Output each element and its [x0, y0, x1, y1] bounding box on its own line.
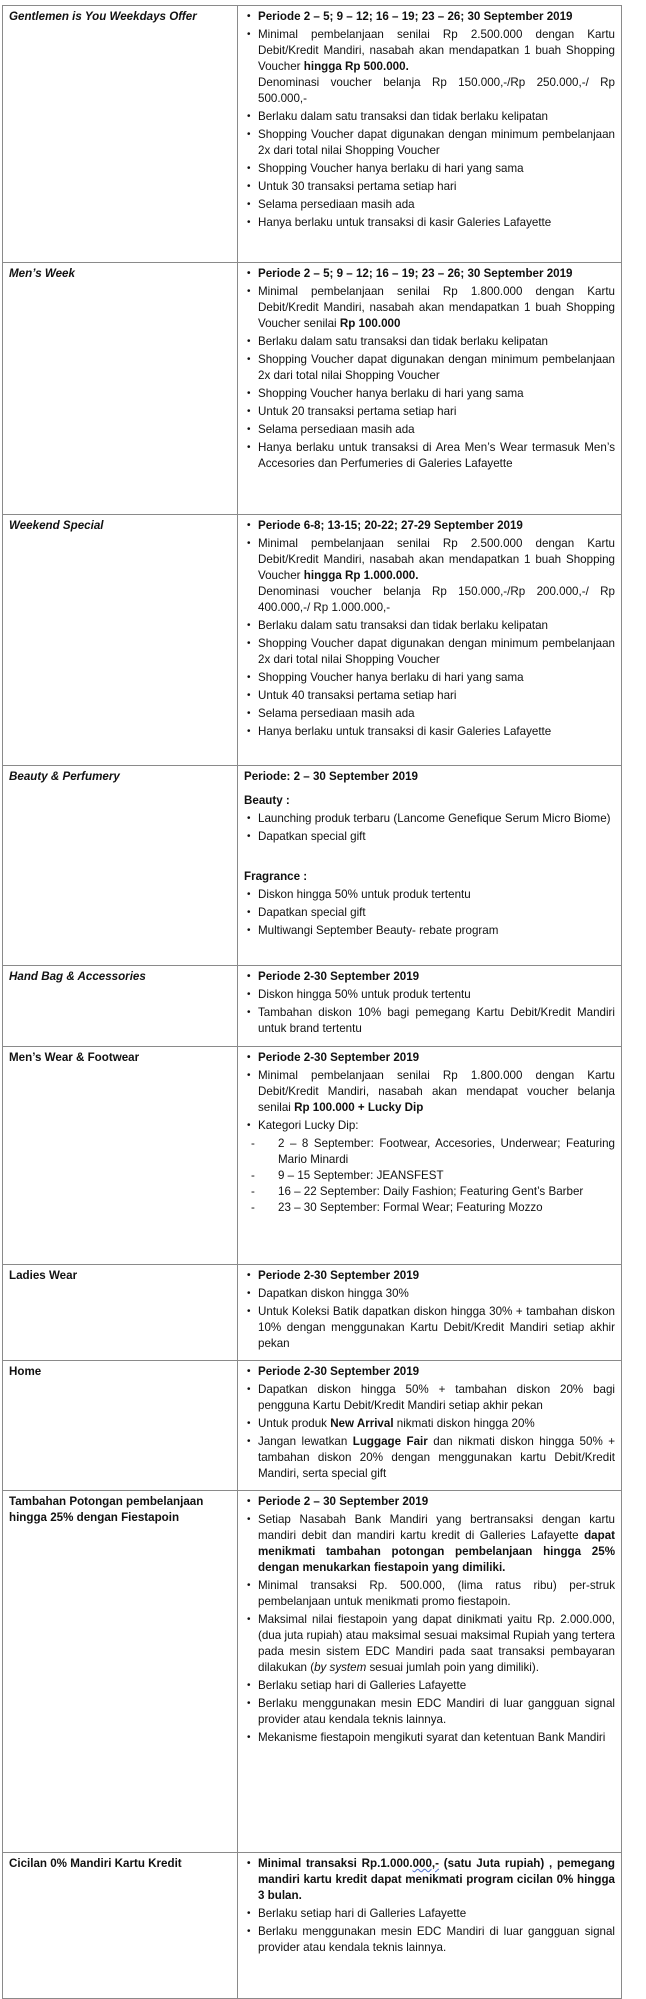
list-item: • Hanya berlaku untuk transaksi di kasir Galeries Lafayette: [258, 215, 615, 231]
list-item: • Minimal transaksi Rp. 500.000, (lima ratus ribu) per-struk pembelanjaan untuk menikmati promo fiestapoin.: [258, 1578, 615, 1610]
list-item: • Minimal pembelanjaan senilai Rp 2.500.000 dengan Kartu Debit/Kredit Mandiri, nasabah akan mendapatkan 1 buah Shopping Voucher hingga Rp 500.000. Denominasi voucher belanja Rp 150.000,-/Rp 250.000,-/ Rp 500.000,-: [258, 27, 615, 107]
promo-name: Ladies Wear: [3, 1265, 238, 1361]
list-item: • Berlaku dalam satu transaksi dan tidak berlaku kelipatan: [258, 334, 615, 350]
period: • Periode 2 – 30 September 2019: [258, 1494, 615, 1510]
table-row: [3, 6, 622, 263]
promo-name: Beauty & Perfumery: [3, 766, 238, 966]
list-item: • Maksimal nilai fiestapoin yang dapat dinikmati yaitu Rp. 2.000.000, (dua juta rupiah) atau maksimal sesuai maksimal Rupiah yang tertera pada mesin sistem EDC Mandiri pada saat transaksi pembayaran dilakukan (by system sesuai jumlah poin yang dimiliki).: [258, 1612, 615, 1676]
table-row: [3, 966, 622, 1047]
period: • Periode 2-30 September 2019: [258, 1364, 615, 1380]
promo-terms: [238, 966, 622, 1047]
list-item: - 23 – 30 September: Formal Wear; Featuring Mozzo: [278, 1200, 615, 1216]
table-row: [3, 263, 622, 515]
list-item: • Setiap Nasabah Bank Mandiri yang bertransaksi dengan kartu mandiri debit dan mandiri kartu kredit di Galleries Lafayette dapat menikmati tambahan potongan pembelanjaan hingga 25% dengan menukarkan fiestapoin yang dimiliki.: [258, 1512, 615, 1576]
list-item: - 16 – 22 September: Daily Fashion; Featuring Gent’s Barber: [278, 1184, 615, 1200]
period: • Periode 2-30 September 2019: [258, 969, 615, 985]
promo-terms: [238, 515, 622, 766]
beauty-heading: Beauty :: [244, 794, 290, 807]
spellcheck-underline: 000,-: [412, 1857, 440, 1870]
list-item: • Berlaku dalam satu transaksi dan tidak berlaku kelipatan: [258, 109, 615, 125]
promo-terms: [238, 1361, 622, 1491]
list-item: • Untuk 40 transaksi pertama setiap hari: [258, 688, 615, 704]
promo-terms: [238, 263, 622, 515]
list-item: • Kategori Lucky Dip:: [258, 1118, 615, 1134]
period: • Periode 2 – 5; 9 – 12; 16 – 19; 23 – 26; 30 September 2019: [258, 266, 615, 282]
list-item: • Shopping Voucher dapat digunakan dengan minimum pembelanjaan 2x dari total nilai Shopping Voucher: [258, 636, 615, 668]
list-item: • Tambahan diskon 10% bagi pemegang Kartu Debit/Kredit Mandiri untuk brand tertentu: [258, 1005, 615, 1037]
period: • Periode 2-30 September 2019: [258, 1050, 615, 1066]
list-item: • Hanya berlaku untuk transaksi di kasir Galeries Lafayette: [258, 724, 615, 740]
promo-name: Cicilan 0% Mandiri Kartu Kredit: [3, 1853, 238, 1999]
table-row: [3, 1491, 622, 1853]
table-row: [3, 766, 622, 966]
list-item: • Berlaku dalam satu transaksi dan tidak berlaku kelipatan: [258, 618, 615, 634]
promo-table: [2, 5, 622, 1999]
promo-name: Men’s Wear & Footwear: [3, 1047, 238, 1265]
list-item: • Shopping Voucher dapat digunakan dengan minimum pembelanjaan 2x dari total nilai Shopping Voucher: [258, 352, 615, 384]
list-item: • Berlaku setiap hari di Galleries Lafayette: [258, 1906, 615, 1922]
period: • Periode 6-8; 13-15; 20-22; 27-29 September 2019: [258, 518, 615, 534]
list-item: - 2 – 8 September: Footwear, Accesories, Underwear; Featuring Mario Minardi: [278, 1136, 615, 1168]
table-row: [3, 515, 622, 766]
promo-terms: [238, 1047, 622, 1265]
list-item: • Diskon hingga 50% untuk produk tertentu: [258, 987, 615, 1003]
list-item: • Untuk 20 transaksi pertama setiap hari: [258, 404, 615, 420]
table-row: [3, 1265, 622, 1361]
list-item: • Jangan lewatkan Luggage Fair dan nikmati diskon hingga 50% + tambahan diskon 20% dengan menggunakan kartu Debit/Kredit Mandiri, serta special gift: [258, 1434, 615, 1482]
promo-terms: [238, 766, 622, 966]
list-item: • Berlaku menggunakan mesin EDC Mandiri di luar gangguan signal provider atau kendala teknis lainnya.: [258, 1696, 615, 1728]
list-item: • Multiwangi September Beauty- rebate program: [258, 923, 615, 939]
promo-terms: [238, 6, 622, 263]
list-item: • Shopping Voucher hanya berlaku di hari yang sama: [258, 670, 615, 686]
list-item: • Shopping Voucher hanya berlaku di hari yang sama: [258, 161, 615, 177]
list-item: • Hanya berlaku untuk transaksi di Area Men’s Wear termasuk Men’s Accesories dan Perfumeries di Galeries Lafayette: [258, 440, 615, 472]
list-item: • Minimal transaksi Rp.1.000.000,- (satu Juta rupiah) , pemegang mandiri kartu kredit dapat menikmati program cicilan 0% hingga 3 bulan.: [258, 1856, 615, 1904]
table-row: [3, 1047, 622, 1265]
voucher-denomination: Denominasi voucher belanja Rp 150.000,-/Rp 250.000,-/ Rp 500.000,-: [258, 76, 615, 105]
period: Periode: 2 – 30 September 2019: [244, 770, 418, 783]
voucher-denomination: Denominasi voucher belanja Rp 150.000,-/Rp 200.000,-/ Rp 400.000,-/ Rp 1.000.000,-: [258, 585, 615, 614]
promo-name: Tambahan Potongan pembelanjaan hingga 25% dengan Fiestapoin: [3, 1491, 238, 1853]
list-item: • Berlaku setiap hari di Galleries Lafayette: [258, 1678, 615, 1694]
promo-name: Home: [3, 1361, 238, 1491]
list-item: • Dapatkan special gift: [258, 829, 615, 845]
list-item: • Launching produk terbaru (Lancome Genefique Serum Micro Biome): [258, 811, 615, 827]
promo-name: Men’s Week: [3, 263, 238, 515]
list-item: • Selama persediaan masih ada: [258, 706, 615, 722]
list-item: • Shopping Voucher hanya berlaku di hari yang sama: [258, 386, 615, 402]
list-item: • Minimal pembelanjaan senilai Rp 1.800.000 dengan Kartu Debit/Kredit Mandiri, nasabah akan mendapat voucher belanja senilai Rp 100.000 + Lucky Dip: [258, 1068, 615, 1116]
period: • Periode 2 – 5; 9 – 12; 16 – 19; 23 – 26; 30 September 2019: [258, 9, 615, 25]
table-row: [3, 1361, 622, 1491]
list-item: • Dapatkan diskon hingga 30%: [258, 1286, 615, 1302]
list-item: • Mekanisme fiestapoin mengikuti syarat dan ketentuan Bank Mandiri: [258, 1730, 615, 1746]
promo-terms: [238, 1265, 622, 1361]
list-item: • Untuk 30 transaksi pertama setiap hari: [258, 179, 615, 195]
list-item: • Dapatkan diskon hingga 50% + tambahan diskon 20% bagi pengguna Kartu Debit/Kredit Mandiri setiap akhir pekan: [258, 1382, 615, 1414]
list-item: • Dapatkan special gift: [258, 905, 615, 921]
list-item: • Minimal pembelanjaan senilai Rp 1.800.000 dengan Kartu Debit/Kredit Mandiri, nasabah akan mendapatkan 1 buah Shopping Voucher senilai Rp 100.000: [258, 284, 615, 332]
list-item: • Untuk produk New Arrival nikmati diskon hingga 20%: [258, 1416, 615, 1432]
list-item: • Berlaku menggunakan mesin EDC Mandiri di luar gangguan signal provider atau kendala teknis lainnya.: [258, 1924, 615, 1956]
promo-name: Gentlemen is You Weekdays Offer: [3, 6, 238, 263]
list-item: • Untuk Koleksi Batik dapatkan diskon hingga 30% + tambahan diskon 10% dengan menggunakan Kartu Debit/Kredit Mandiri setiap akhir pekan: [258, 1304, 615, 1352]
list-item: • Selama persediaan masih ada: [258, 197, 615, 213]
period: • Periode 2-30 September 2019: [258, 1268, 615, 1284]
promo-name: Weekend Special: [3, 515, 238, 766]
list-item: • Diskon hingga 50% untuk produk tertentu: [258, 887, 615, 903]
list-item: - 9 – 15 September: JEANSFEST: [278, 1168, 615, 1184]
promo-terms: [238, 1491, 622, 1853]
lucky-dip-list: [244, 1136, 615, 1216]
fragrance-heading: Fragrance :: [244, 870, 308, 883]
list-item: • Shopping Voucher dapat digunakan dengan minimum pembelanjaan 2x dari total nilai Shopping Voucher: [258, 127, 615, 159]
promo-name: Hand Bag & Accessories: [3, 966, 238, 1047]
list-item: • Selama persediaan masih ada: [258, 422, 615, 438]
list-item: • Minimal pembelanjaan senilai Rp 2.500.000 dengan Kartu Debit/Kredit Mandiri, nasabah akan mendapatkan 1 buah Shopping Voucher hingga Rp 1.000.000. Denominasi voucher belanja Rp 150.000,-/Rp 200.000,-/ Rp 400.000,-/ Rp 1.000.000,-: [258, 536, 615, 616]
